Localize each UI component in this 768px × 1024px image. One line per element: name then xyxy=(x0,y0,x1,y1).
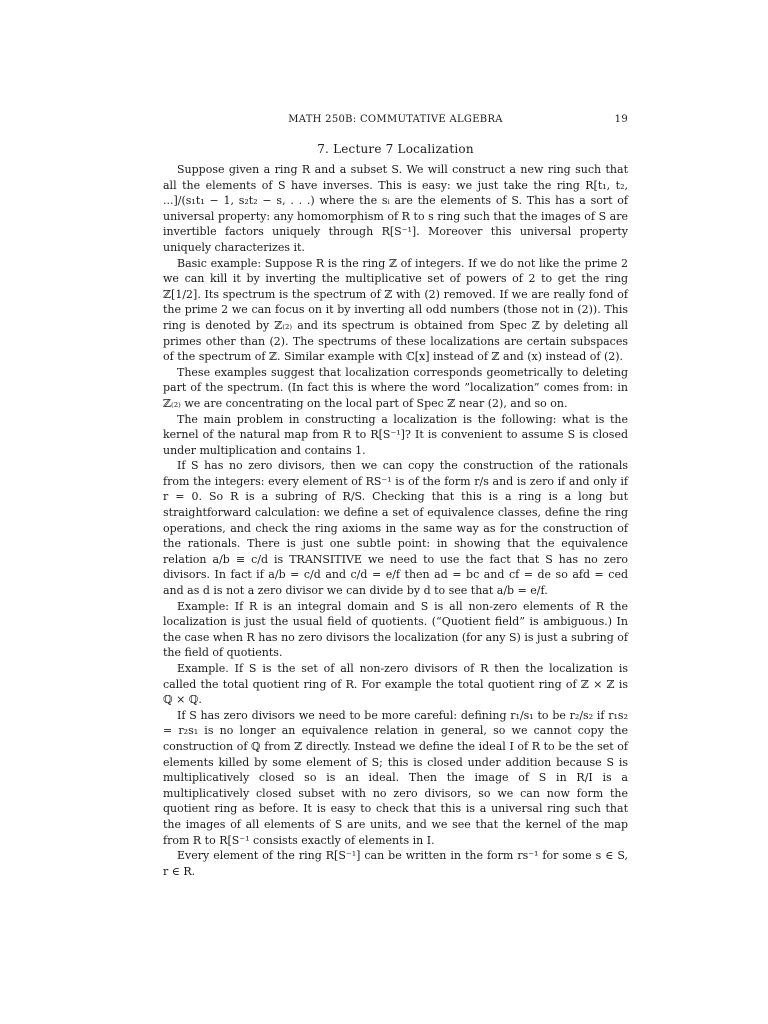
paragraph: If S has zero divisors we need to be more careful: defining r₁/s₁ to be r₂/s₂ if r₁s₂ = r₂s₁ is no longer an equivalence relation in general, so we cannot copy the construction of ℚ from ℤ directly. Instead we define the ideal I of R to be the set of elements killed by some element of S; this is closed under addition because S is multiplicatively closed so is an ideal. Then the image of S in R/I is a multiplicatively closed subset with no zero divisors, so we can now form the quotient ring as before. It is easy to check that this is a universal ring such that the images of all elements of S are units, and we see that the kernel of the map from R to R[S⁻¹ consists exactly of elements in I. xyxy=(163,708,628,847)
paragraph: Basic example: Suppose R is the ring ℤ of integers. If we do not like the prime 2 we can kill it by inverting the multiplicative set of powers of 2 to get the ring ℤ[1/2]. Its spectrum is the spectrum of ℤ with (2) removed. If we are really fond of the prime 2 we can focus on it by inverting all odd numbers (those not in (2)). This ring is denoted by ℤ₍₂₎ and its spectrum is obtained from Spec ℤ by deleting all primes other than (2). The spectrums of these localizations are certain subspaces of the spectrum of ℤ. Similar example with ℂ[x] instead of ℤ and (x) instead of (2). xyxy=(163,256,628,364)
paragraph: Every element of the ring R[S⁻¹] can be written in the form rs⁻¹ for some s ∈ S, r ∈ R. xyxy=(163,849,628,878)
body-text xyxy=(163,162,628,879)
running-title: MATH 250B: COMMUTATIVE ALGEBRA xyxy=(288,114,503,125)
paragraph: If S has no zero divisors, then we can copy the construction of the rationals from the integers: every element of RS⁻¹ is of the form r/s and is zero if and only if r = 0. So R is a subring of R/S. Checking that this is a ring is a long but straightforward calculation: we define a set of equivalence classes, define the ring operations, and check the ring axioms in the same way as for the construction of the rationals. There is just one subtle point: in showing that the equivalence relation a/b ≡ c/d is TRANSITIVE we need to use the fact that S has no zero divisors. In fact if a/b = c/d and c/d = e/f then ad = bc and cf = de so afd = ced and as d is not a zero divisor we can divide by d to see that a/b = e/f. xyxy=(163,459,628,598)
paragraph: Suppose given a ring R and a subset S. We will construct a new ring such that all the elements of S have inverses. This is easy: we just take the ring R[t₁, t₂, ...]/(s₁t₁ − 1, s₂t₂ − s, . . .) where the sᵢ are the elements of S. This has a sort of universal property: any homomorphism of R to s ring such that the images of S are invertible factors uniquely through R[S⁻¹]. Moreover this universal property uniquely characterizes it. xyxy=(163,163,628,254)
paragraph: Example: If R is an integral domain and S is all non-zero elements of R the localization is just the usual field of quotients. (“Quotient field” is ambiguous.) In the case when R has no zero divisors the localization (for any S) is just a subring of the field of quotients. xyxy=(163,599,628,660)
paragraph: Example. If S is the set of all non-zero divisors of R then the localization is called the total quotient ring of R. For example the total quotient ring of ℤ × ℤ is ℚ × ℚ. xyxy=(163,662,628,707)
section-title: 7. Lecture 7 Localization xyxy=(317,142,474,156)
paragraph: The main problem in constructing a localization is the following: what is the kernel of the natural map from R to R[S⁻¹]? It is convenient to assume S is closed under multiplication and contains 1. xyxy=(163,412,628,457)
paragraph: These examples suggest that localization corresponds geometrically to deleting part of the spectrum. (In fact this is where the word ”localization” comes from: in ℤ₍₂₎ we are concentrating on the local part of Spec ℤ near (2), and so on. xyxy=(163,365,628,410)
page-number: 19 xyxy=(614,114,628,125)
